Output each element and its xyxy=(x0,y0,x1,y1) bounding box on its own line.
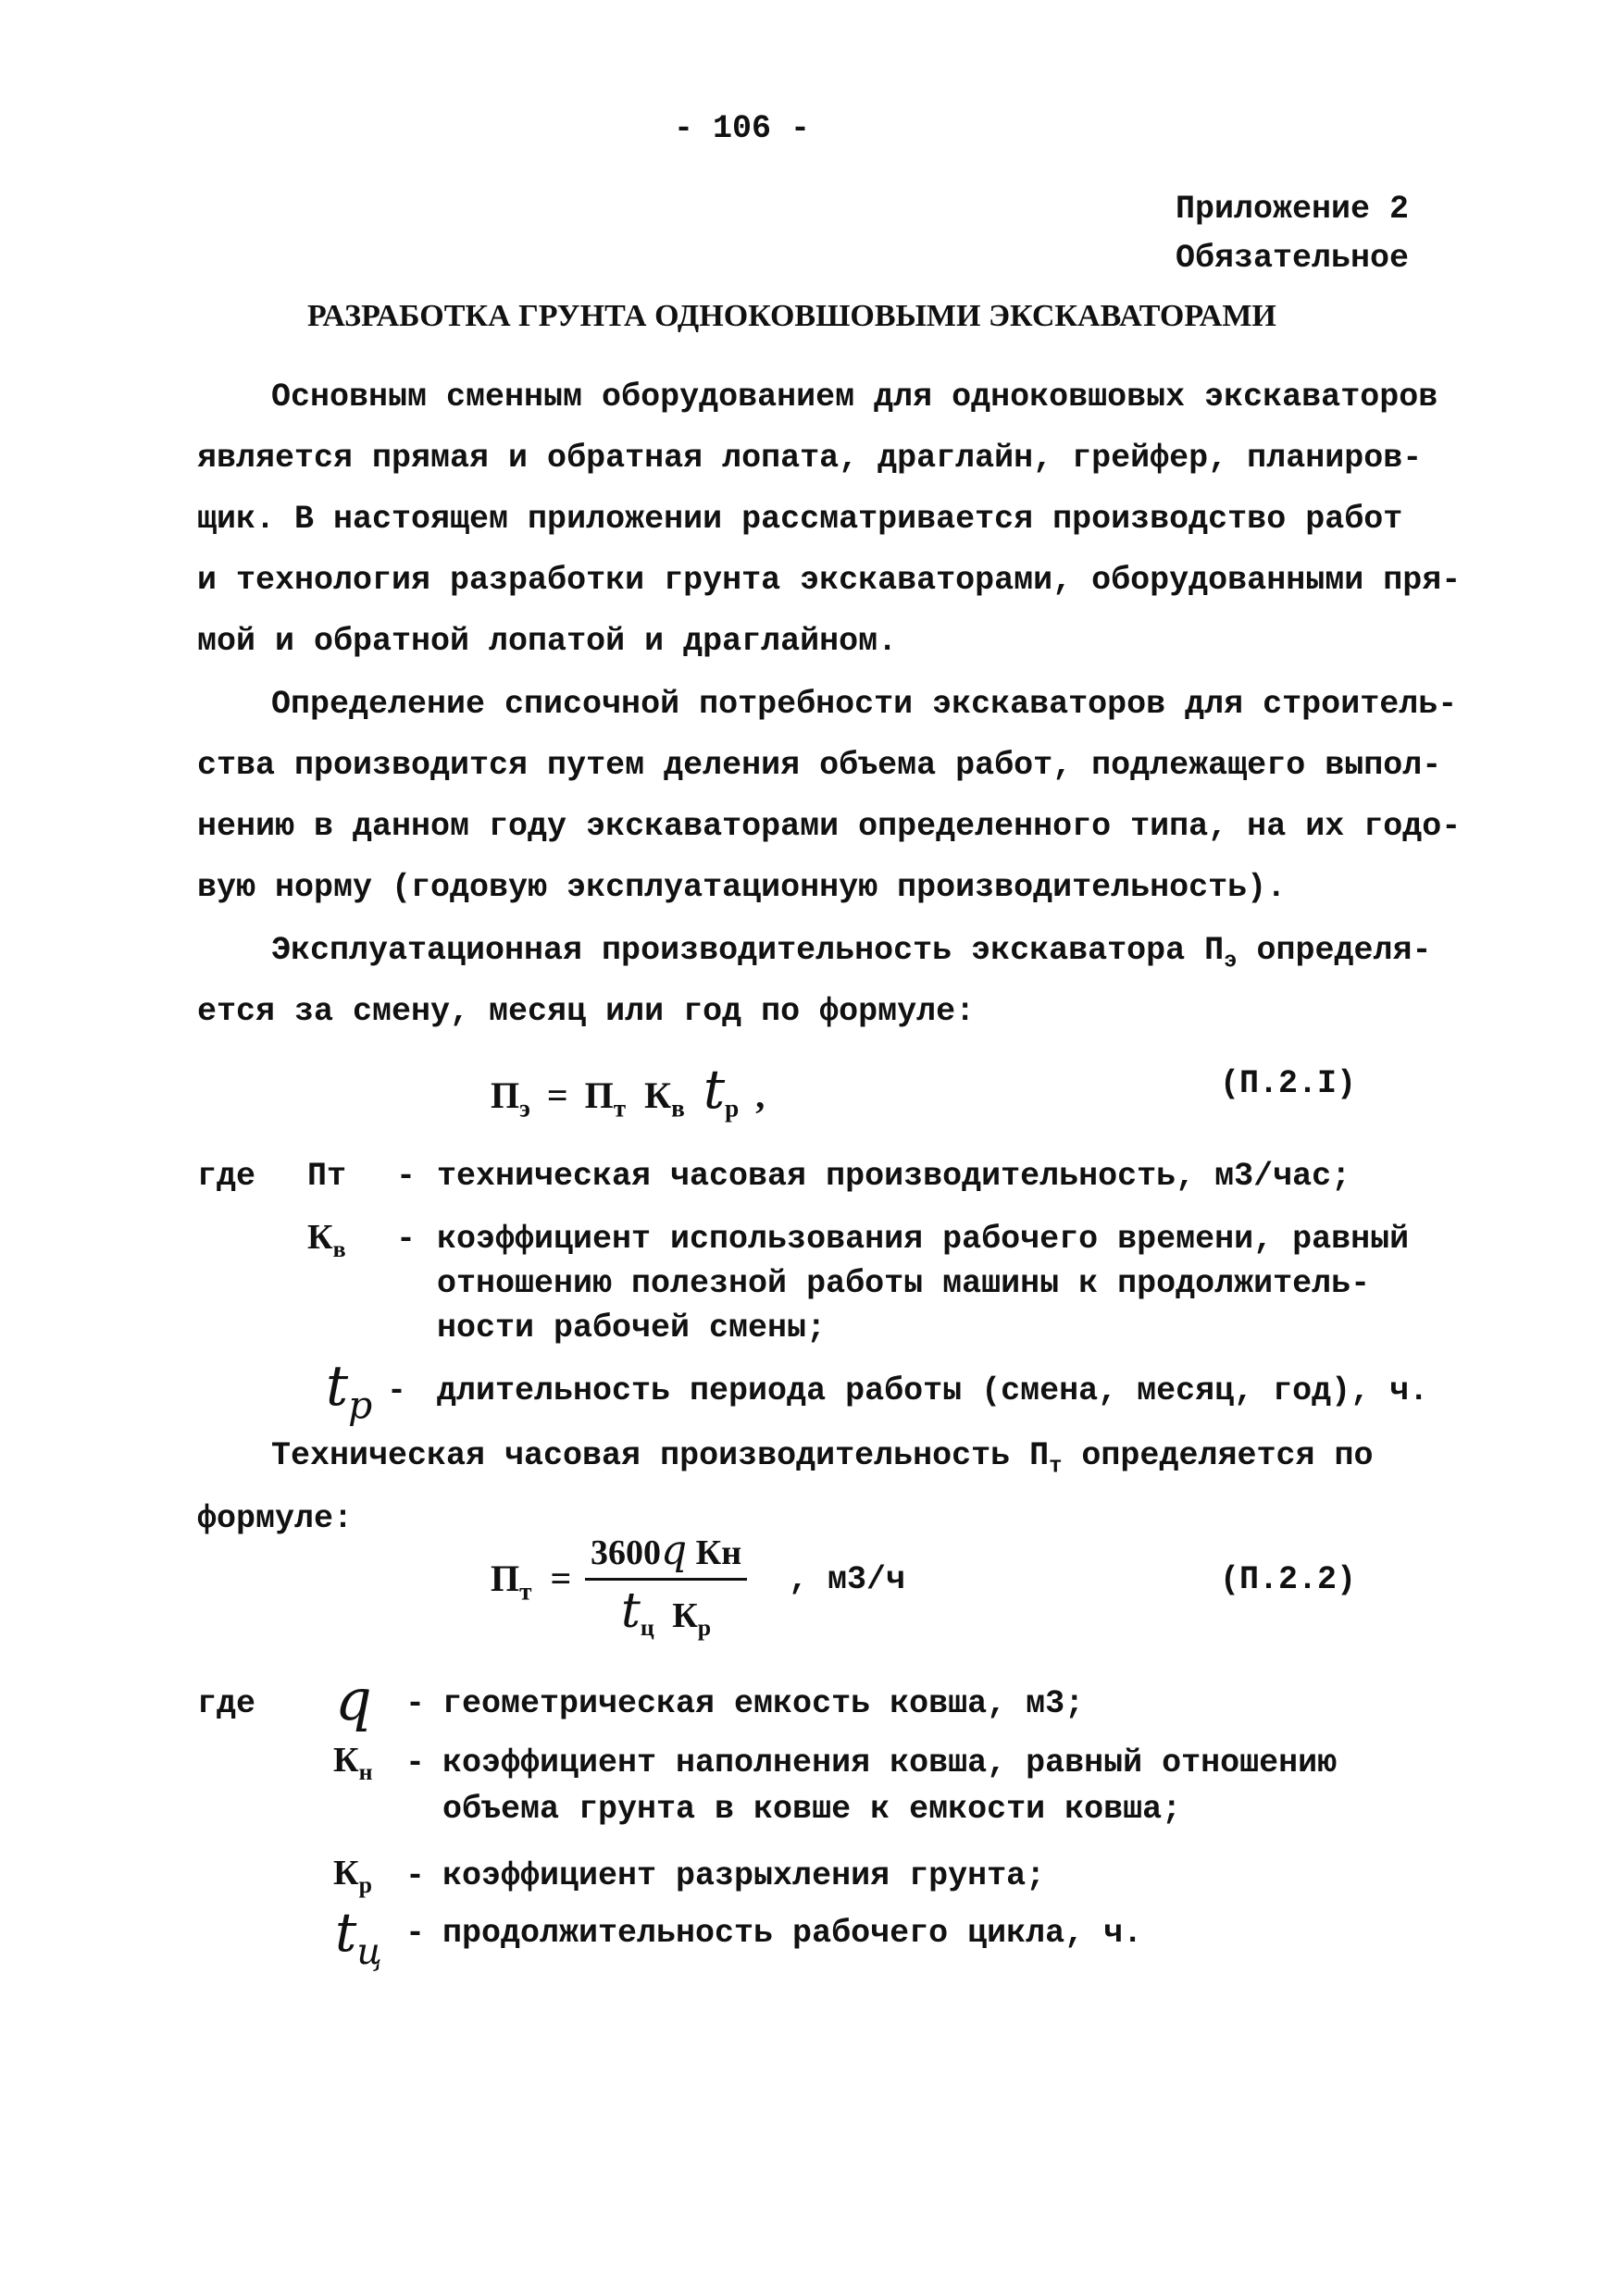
where-2-symbol-1: q xyxy=(335,1666,372,1733)
paragraph-1-line-1: Основным сменным оборудованием для одноковшовых экскаваторов xyxy=(271,379,1438,416)
formula-1-p-sub: э xyxy=(519,1094,530,1123)
paragraph-3-line-2: ется за смену, месяц или год по формуле: xyxy=(197,993,976,1030)
formula-2-denominator: $t_ц$ $К_р$ xyxy=(620,1582,712,1641)
formula-1-k-sub: в xyxy=(671,1094,685,1123)
paragraph-3-text-tail: определя- xyxy=(1237,932,1432,969)
where-2-dash-2: - xyxy=(405,1744,426,1781)
where-2-symbol-3: $К_р$ xyxy=(333,1854,372,1899)
where-1-dash-3: - xyxy=(387,1372,407,1409)
page-number: - 106 - xyxy=(674,110,811,147)
where-2-word: где xyxy=(197,1685,256,1722)
where-2-dash-4: - xyxy=(405,1915,426,1952)
where-2-symbol-2: $К_н$ xyxy=(333,1741,373,1786)
formula-1-pt: П xyxy=(584,1074,614,1116)
where-2-symbol-4: $t_ц$ xyxy=(335,1901,382,1973)
where-2-dash-1: - xyxy=(405,1685,426,1722)
where-2-text-1: геометрическая емкость ковша, м3; xyxy=(442,1685,1085,1722)
formula-1-k: К xyxy=(644,1074,672,1116)
paragraph-2-line-2: ства производится путем деления объема работ, подлежащего выпол- xyxy=(197,747,1442,784)
where-1-dash-1: - xyxy=(396,1158,417,1195)
document-title: РАЗРАБОТКА ГРУНТА ОДНОКОВШОВЫМИ ЭКСКАВАТОРАМИ xyxy=(307,299,1276,333)
paragraph-3-subscript: э xyxy=(1224,949,1238,974)
paragraph-3-line-1 xyxy=(271,931,1432,974)
where-2-text-2a: коэффициент наполнения ковша, равный отношению xyxy=(442,1744,1338,1781)
formula-1-pt-sub: т xyxy=(613,1094,627,1123)
where-1-dash-2: - xyxy=(396,1221,417,1258)
paragraph-4-line-2: формуле: xyxy=(197,1500,354,1537)
paragraph-4-line-1 xyxy=(271,1436,1374,1480)
appendix-label: Приложение 2 xyxy=(1176,191,1410,228)
where-2-text-2b: объема грунта в ковше к емкости ковша; xyxy=(442,1791,1182,1828)
formula-1 xyxy=(491,1058,765,1123)
paragraph-4-subscript: т xyxy=(1049,1454,1063,1480)
formula-1-t: t xyxy=(703,1058,726,1121)
where-2-text-4: продолжительность рабочего цикла, ч. xyxy=(442,1915,1143,1952)
paragraph-1-line-3: щик. В настоящем приложении рассматривается производство работ xyxy=(197,501,1403,538)
formula-1-t-sub: р xyxy=(725,1094,740,1123)
appendix-status: Обязательное xyxy=(1176,240,1410,277)
formula-1-p: П xyxy=(491,1074,520,1116)
where-1-text-2a: коэффициент использования рабочего времени, равный xyxy=(437,1221,1410,1258)
formula-2-numerator: 3600q Кн xyxy=(585,1527,747,1581)
paragraph-4-text: Техническая часовая производительность П xyxy=(271,1437,1050,1474)
formula-1-number: (П.2.I) xyxy=(1220,1065,1357,1102)
paragraph-3-text: Эксплуатационная производительность экскаватора П xyxy=(271,932,1225,969)
formula-1-comma: , xyxy=(755,1074,765,1116)
where-1-text-3: длительность периода работы (смена, месяц, год), ч. xyxy=(437,1372,1429,1409)
where-1-text-2c: ности рабочей смены; xyxy=(437,1309,827,1347)
where-1-symbol-1: Пт xyxy=(307,1158,347,1195)
where-2-text-3: коэффициент разрыхления грунта; xyxy=(442,1857,1046,1894)
paragraph-2-line-1: Определение списочной потребности экскаваторов для строитель- xyxy=(271,686,1458,723)
paragraph-2-line-4: вую норму (годовую эксплуатационную производительность). xyxy=(197,869,1287,906)
paragraph-1-line-4: и технология разработки грунта экскаваторами, оборудованными пря- xyxy=(197,562,1462,599)
where-2-dash-3: - xyxy=(405,1857,426,1894)
paragraph-4-text-tail: определяется по xyxy=(1062,1437,1374,1474)
paragraph-2-line-3: нению в данном году экскаваторами определенного типа, на их годо- xyxy=(197,808,1462,845)
formula-2-unit: , м3/ч xyxy=(789,1561,906,1598)
paragraph-1-line-5: мой и обратной лопатой и драглайном. xyxy=(197,623,898,660)
where-1-symbol-3: $t_р$ xyxy=(326,1354,373,1428)
paragraph-1-line-2: является прямая и обратная лопата, драглайн, грейфер, планиров- xyxy=(197,440,1423,477)
formula-2-lhs: $П_т$ = xyxy=(491,1558,572,1606)
where-1-text-1: техническая часовая производительность, м3/час; xyxy=(437,1158,1351,1195)
where-1-text-2b: отношению полезной работы машины к продолжитель- xyxy=(437,1265,1371,1302)
formula-2-fraction xyxy=(585,1527,747,1640)
formula-1-equals: = xyxy=(546,1074,568,1116)
where-1-word: где xyxy=(197,1158,256,1195)
where-1-symbol-2: $К_в$ xyxy=(307,1218,346,1263)
formula-2-number: (П.2.2) xyxy=(1220,1561,1357,1598)
